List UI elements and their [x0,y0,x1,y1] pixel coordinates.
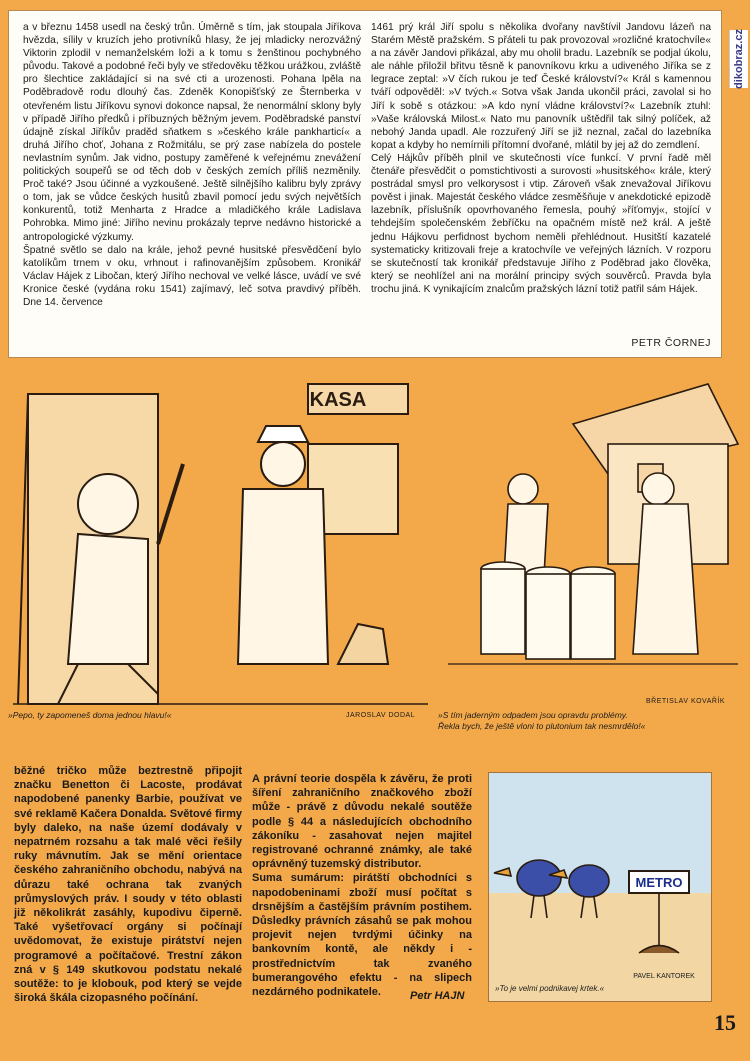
dikobraz-logo[interactable] [729,30,748,88]
cartoon-metro-drawing [489,773,711,1001]
caption-cartoon-1: »Pepo, ty zapomeneš doma jednou hlavu!« [8,710,172,720]
page-number: 15 [714,1010,736,1035]
cartoon-drawings [8,364,742,744]
caption-cartoon-2: »S tím jaderným odpadem jsou opravdu problémy. Řekla bych, že ještě vloni to plutonium tak nesmrdělo!« [438,710,646,731]
metro-sign: METRO [635,875,683,890]
bottom-article-author: Petr HAJN [410,990,465,1002]
bottom-article-column-2: A právní teorie dospěla k závěru, že proti šíření zahraničního značkového zboží může - právě z důvodu nekalé soutěže podle § 44 a následujících obchodního zákoníku - zasahovat nejen majitel registrované ochranné známky, ale také oprávněný tuzemský distributor. Suma sumárum: pirátští obchodníci s napodobeninami zboží musí počítat s drsnějším a častějším právním postihem. Důsledky právních zásahů se pak mohou projevit nejen tvrdými účinky na bankovním kontě, ale někdy i - prostřednictvím tak zvaného bumerangového efektu - na slipech nezdárného podnikatele. [252,773,472,999]
cartoon-nuclear-drawing [448,384,738,664]
artist-cartoon-1: JAROSLAV DODAL [346,712,416,719]
article-text-box [8,10,722,358]
cartoon-sign-kasa: KASA [309,389,367,411]
logo-text: dikobraz.cz [733,29,745,89]
cartoon-metro [488,772,712,1002]
cartoon-panel [8,364,742,744]
bottom-article-column-1: běžné tričko může beztrestně připojit značku Benetton či Lacoste, prodávat napodobené panenky Barbie, používat ve své reklamě Kačera Donalda. Světové firmy byly daleko, na naše území dodávaly v nepatrném rozsahu a tak malé věci řešily ruky mávnutím. Jak se mění orientace českého zahraničního obchodu, nabývá na důrazu také ochrana tak zvaných průmyslových práv. I soudy v této oblasti již několikrát zasáhly, kupodivu čiperně. Také vyšetřovací orgány si počínají uvědomovat, že existuje pirátství nejen programové a počítačové. Trestní zákon zná v § 149 skutkovou podstatu nekalé soutěže: to je klobouk, pod který se vejde široká škála cizopasného počínání. [14,765,242,1005]
artist-cartoon-3: PAVEL KANTOREK [633,973,695,980]
cartoon-kasa-drawing [13,384,428,704]
artist-cartoon-2: BŘETISLAV KOVAŘÍK [646,698,726,705]
article-author: PETR ČORNEJ [631,337,711,349]
caption-cartoon-3: »To je velmi podnikavej krtek.« [495,984,605,993]
article-column-1: a v březnu 1458 usedl na český trůn. Úměrně s tím, jak stoupala Jiříkova hvězda, sílily v kruzích jeho protivníků hlasy, že jej mladicky nerozvážný Viktorin zplodil v nemanželském loži a k tomu s ženštinou pochybného původu. Takové a podobné řeči byly ve středověku těžkou urážkou, zvláště pro šlechtice zakládající si na své cti a urozenosti. Pohana lpěla na Poděbradově rodu dlouhý čas. Zdeněk Konopišťský ze Šternberka v otevřeném listu Jiříkovu synovi dokonce napsal, že nenormální sklony byly v případě Jiřího předků i příbuzných běžným jevem. Poděbradské panství údajně získal Jiříkův praděd sňatkem s »českého krále pankharticí« a druhá Jiřího choť, Johana z Rožmitálu, se prý zase nabízela do postele nevlastním synům. Jak vidno, postupy zaměřené k veřejnému znevážení politických soupeřů se od těch dob v českých zemích příliš nezměnily. Proč také? Jsou účinné a vyzkoušené. Ještě silnějšího kalibru byly zprávy o tom, jak se vůdce českých husitů zbavil pomocí jedu svých největších konkurentů, totiž Menharta z Hradce a mladičkého krále Ladislava Pohrobka. Mimo jiné: Jiřího nevinu prokázaly teprve nedávno historické a antropologické výzkumy. Špatné světlo se dalo na krále, jehož pevné husitské přesvědčení bylo katolíkům trnem v oku, vrhnout i rafinovanějším způsobem. Kronikář Václav Hájek z Libočan, který Jiřího nechoval ve velké lásce, uvádí ve své Kronice české (vydána roku 1541) zajímavý, leč sotva pravdivý příběh. Dne 14. července [23,22,361,308]
article-column-2: 1461 prý král Jiří spolu s několika dvořany navštívil Jandovu lázeň na Starém Městě pražském. S přáteli tu pak provozoval »rozličné kratochvíle« a na závěr Jandovi přikázal, aby mu oholil bradu. Lazebník se podjal úkolu, ale náhle přiložil břitvu těsně k panovníkovu krku a udiveného Jiříka se z legrace zeptal: »V čích rukou je teď České království?« Král s kamennou tváří odpověděl: »V tvých.« Sotva však Janda ukončil práci, zavolal si ho Jiří k sobě s otázkou: »A kdo nyní vládne království?« Lazebník ztuhl: »Vaše královská Milost.« Nato mu panovník uštědřil tak silný políček, až nebohý Janda upadl. Ale rozzuřený Jiří se již neznal, začal do lazebníka kopat a kdyby ho nemírnili přítomní dvořané, mlátil by jej až do zemdlení. Celý Hájkův příběh plnil ve skutečnosti více funkcí. V první řadě měl čtenáře přesvědčit o pomstichtivosti a surovosti »husitského« krále, který postrádal smysl pro velkorysost i vtip. Zároveň však znevažoval Jiříkovu pověst i jinak. Majestát českého vládce zesměšňuje v anekdotické epizodě lazebník, příslušník opovrhovaného řemesla, pouhý »říťomyj«, stojící v tehdejším společenském žebříčku na opačném místě než král. A ještě jednu Hájkovu perfidnost bychom neměli přehlédnout. Husitští kazatelé systematicky kritizovali freje a kratochvíle ve veřejných lázních. V rozporu se skutečností tak kronikář představuje Jiřího z Poděbrad jako člověka, který se neohlížel ani na morální principy svých souvěrců. Pravda byla trochu jiná. K vynikajícím znalcům pražských lázní totiž patřil sám Hájek. [371,22,711,295]
